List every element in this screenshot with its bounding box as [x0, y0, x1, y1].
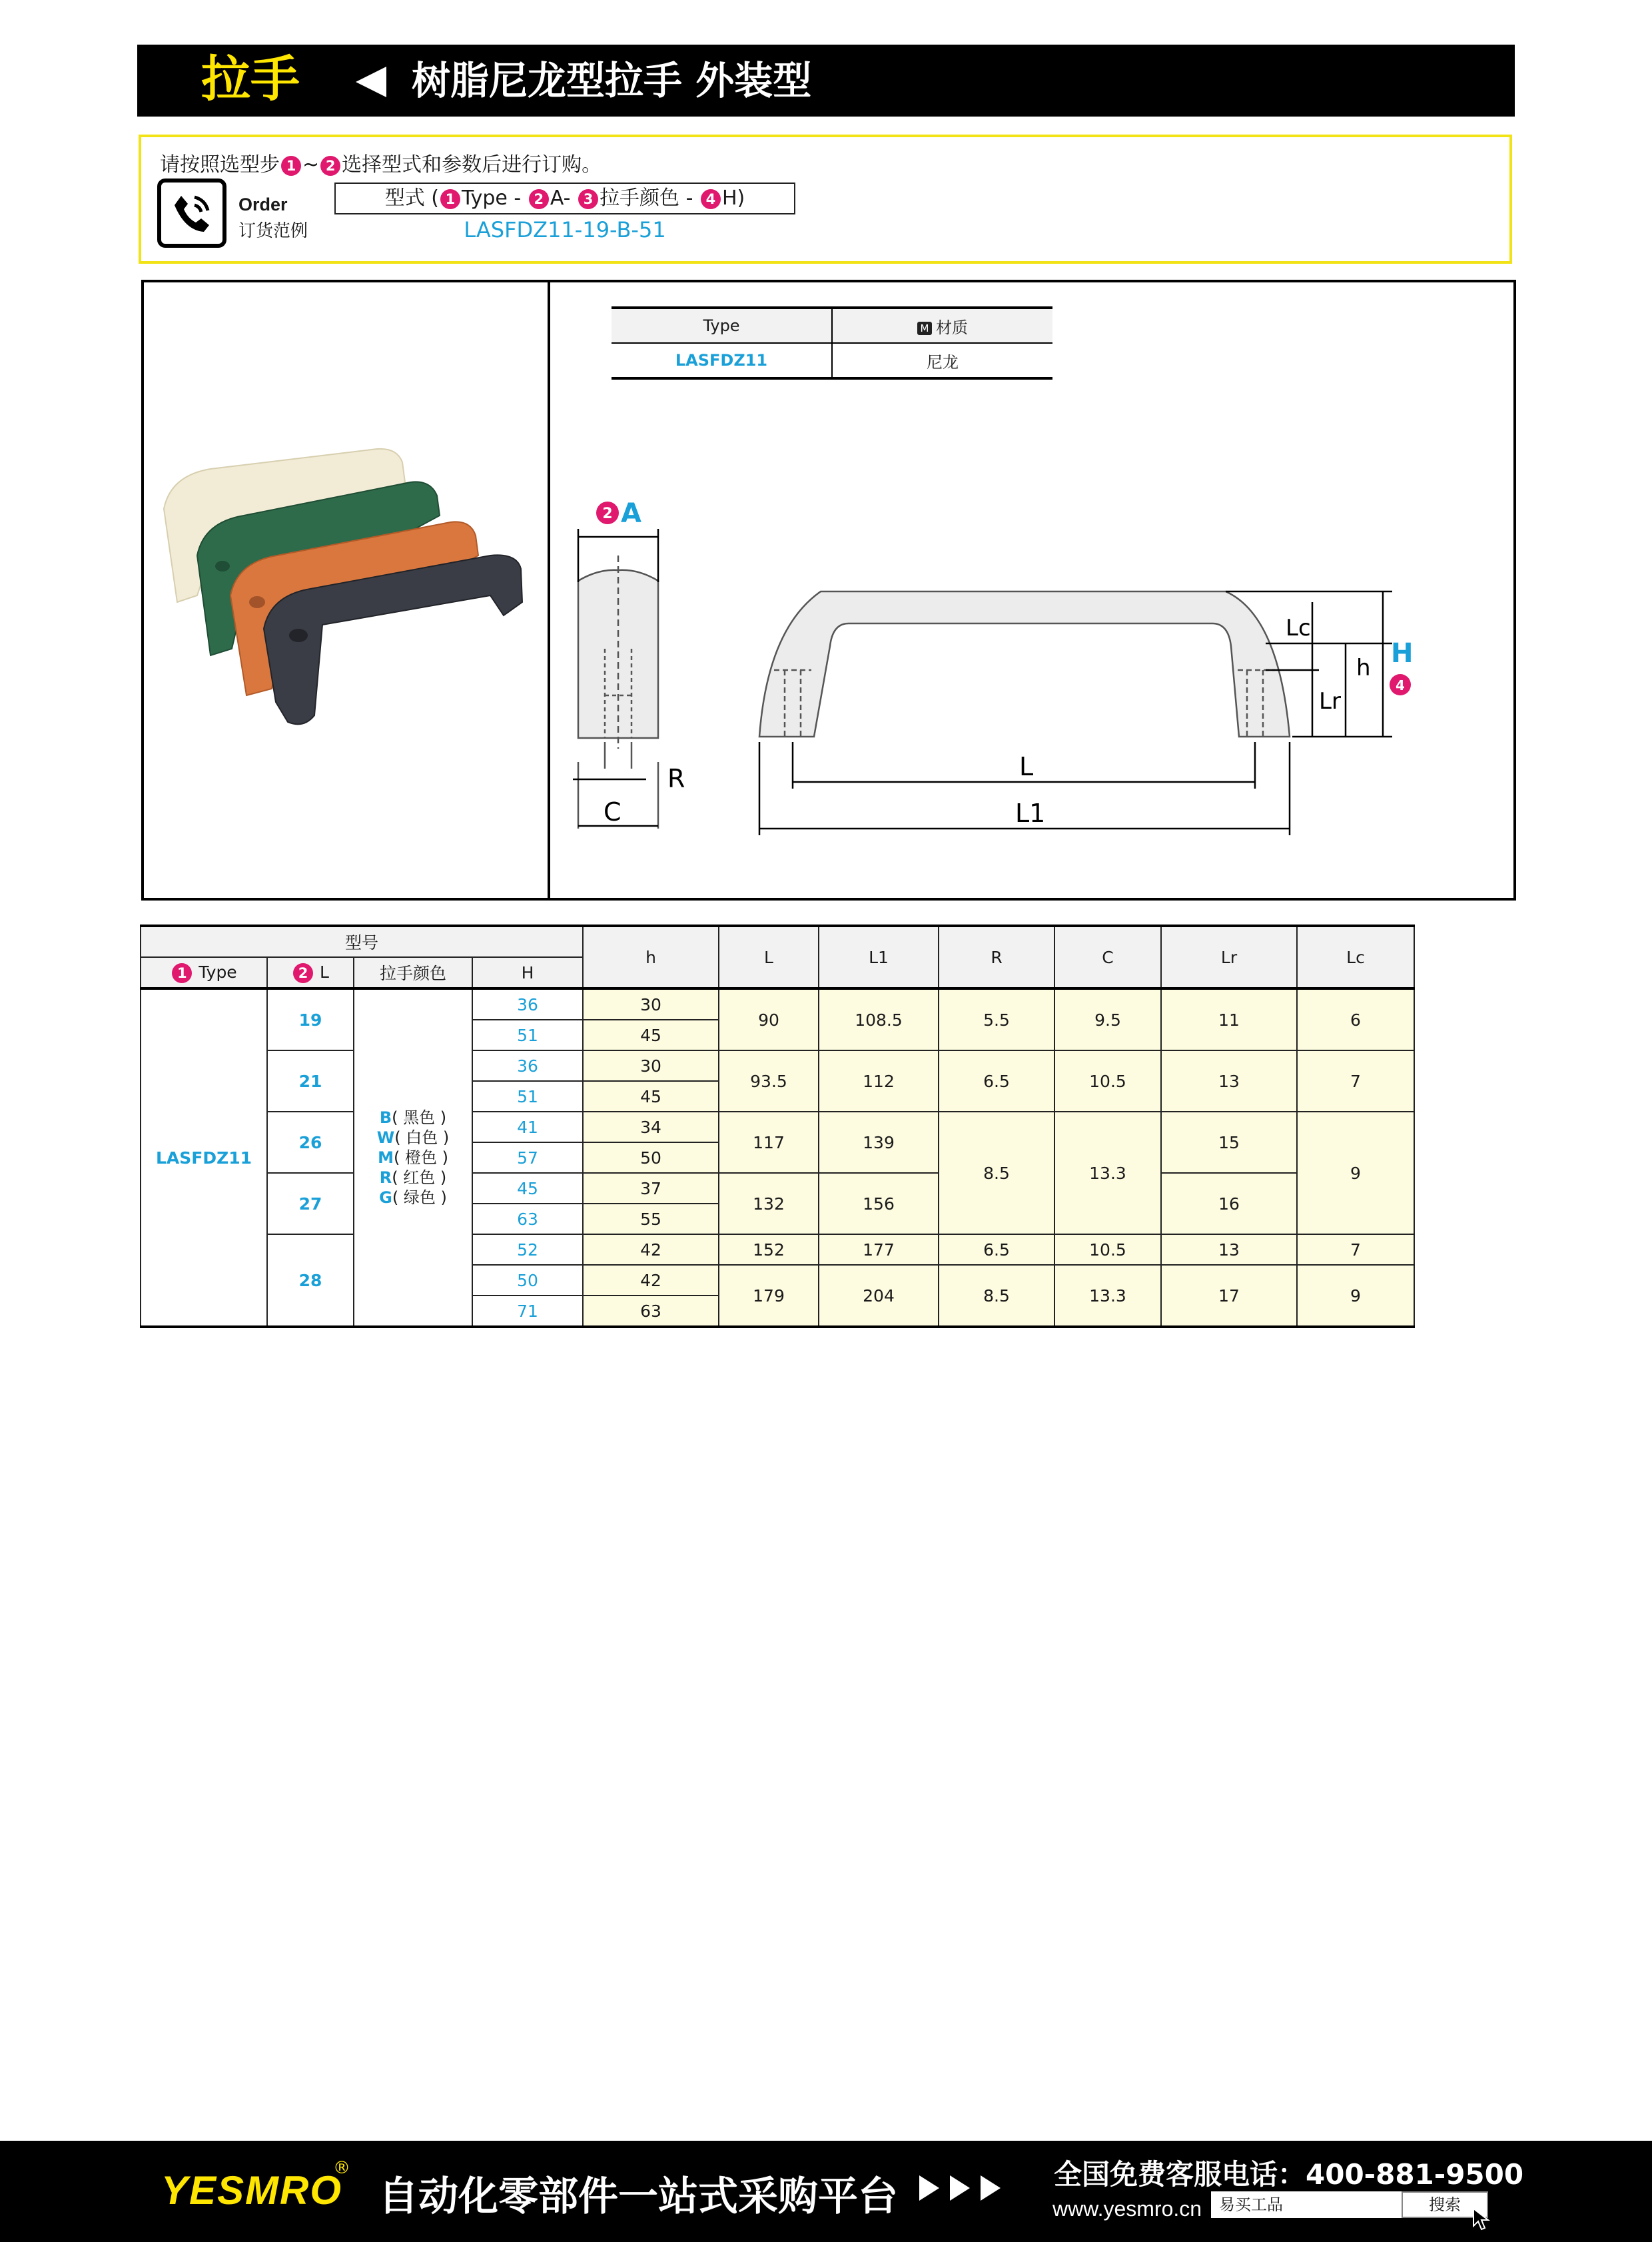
table-row	[141, 988, 1414, 1020]
hotline-text: 全国免费客服电话：400-881-9500	[1054, 2158, 1524, 2191]
spec-col-hh: H	[472, 957, 583, 988]
spec-r-cell: 6.5	[939, 1234, 1054, 1265]
order-formula	[334, 183, 795, 214]
spec-r-cell: 8.5	[939, 1265, 1054, 1327]
spec-r-cell: 8.5	[939, 1112, 1054, 1234]
color-name: ( 黑色 )	[392, 1108, 447, 1127]
spec-lr-cell: 17	[1161, 1265, 1297, 1327]
spec-c-cell: 13.3	[1054, 1265, 1161, 1327]
material-value: 尼龙	[832, 343, 1052, 378]
spec-type-cell: LASFDZ11	[141, 988, 267, 1327]
spec-lr-cell: 16	[1161, 1173, 1297, 1234]
table-row	[141, 1050, 1414, 1081]
table-row	[141, 1234, 1414, 1265]
order-label-cn: 订货范例	[238, 221, 308, 241]
spec-col-type	[141, 957, 267, 988]
spec-col-lc: Lc	[1297, 926, 1414, 988]
material-col-label: 材质	[936, 318, 968, 337]
table-row	[141, 1173, 1414, 1204]
search-input[interactable]: 易买工品	[1211, 2191, 1402, 2218]
diagram-label-l: L	[1019, 752, 1034, 781]
diagram-label-lc: Lc	[1286, 615, 1311, 641]
spec-lr-cell: 11	[1161, 988, 1297, 1050]
material-col-material	[832, 308, 1052, 343]
formula-type: Type -	[461, 187, 522, 210]
color-item	[354, 1128, 472, 1148]
spec-l1-cell: 108.5	[819, 988, 939, 1050]
diagram-label-lr: Lr	[1319, 688, 1341, 715]
spec-num-1: 1	[172, 963, 192, 983]
spec-col-size-label: L	[320, 962, 329, 982]
spec-color-cell	[354, 988, 472, 1327]
spec-hh-cell: 36	[472, 1050, 583, 1081]
order-example: LASFDZ11-19-B-51	[464, 217, 666, 242]
spec-hh-cell: 51	[472, 1081, 583, 1112]
spec-lval-cell: 132	[719, 1173, 819, 1234]
spec-h-cell: 50	[583, 1142, 719, 1173]
technical-drawing	[560, 482, 1505, 869]
formula-open: 型式 (	[384, 187, 439, 210]
formula-a: A-	[550, 187, 571, 210]
material-m-icon: M	[917, 322, 932, 335]
page-title: 树脂尼龙型拉手 外装型	[412, 58, 812, 103]
spec-hh-cell: 50	[472, 1265, 583, 1296]
color-item	[354, 1148, 472, 1168]
spec-hh-cell: 63	[472, 1204, 583, 1234]
spec-h-cell: 45	[583, 1020, 719, 1050]
spec-col-l: L	[719, 926, 819, 988]
color-item	[354, 1108, 472, 1128]
panel-divider	[548, 282, 550, 898]
spec-h-cell: 55	[583, 1204, 719, 1234]
color-name: ( 橙色 )	[393, 1148, 448, 1167]
spec-lc-cell: 7	[1297, 1234, 1414, 1265]
instruction-pre: 请按照选型步	[160, 153, 280, 177]
spec-h-cell: 42	[583, 1265, 719, 1296]
spec-c-cell: 13.3	[1054, 1112, 1161, 1234]
spec-h-cell: 37	[583, 1173, 719, 1204]
spec-group-header: 型号	[141, 926, 583, 957]
spec-lval-cell: 117	[719, 1112, 819, 1173]
spec-col-h: h	[583, 926, 719, 988]
spec-r-cell: 6.5	[939, 1050, 1054, 1112]
spec-l-cell: 27	[267, 1173, 354, 1234]
spec-h-cell: 63	[583, 1296, 719, 1327]
side-view	[578, 556, 658, 829]
spec-hh-cell: 41	[472, 1112, 583, 1142]
spec-l-cell: 21	[267, 1050, 354, 1112]
material-col-type: Type	[612, 308, 832, 343]
spec-lc-cell: 9	[1297, 1112, 1414, 1234]
search-button[interactable]: 搜索	[1402, 2191, 1488, 2218]
color-name: ( 白色 )	[394, 1128, 450, 1147]
diagram-label-r: R	[667, 764, 685, 793]
spec-c-cell: 10.5	[1054, 1050, 1161, 1112]
spec-lc-cell: 7	[1297, 1050, 1414, 1112]
color-item	[354, 1188, 472, 1208]
spec-hh-cell: 52	[472, 1234, 583, 1265]
product-panel	[141, 280, 1516, 901]
instruction-sep: ~	[302, 153, 320, 177]
spec-l1-cell: 139	[819, 1112, 939, 1173]
spec-r-cell: 5.5	[939, 988, 1054, 1050]
front-view	[759, 591, 1290, 737]
spec-h-cell: 42	[583, 1234, 719, 1265]
spec-l-cell: 28	[267, 1234, 354, 1327]
diagram-num-h-text: 4	[1396, 677, 1405, 693]
spec-hh-cell: 36	[472, 988, 583, 1020]
spec-h-cell: 30	[583, 1050, 719, 1081]
footer-slogan: 自动化零部件一站式采购平台	[378, 2173, 898, 2220]
formula-num-4: 4	[701, 189, 721, 209]
spec-l1-cell: 112	[819, 1050, 939, 1112]
spec-l-cell: 26	[267, 1112, 354, 1173]
website-link[interactable]: www.yesmro.cn	[1052, 2197, 1202, 2221]
spec-hh-cell: 45	[472, 1173, 583, 1204]
color-code: B	[379, 1108, 392, 1127]
formula-h: H)	[721, 187, 745, 210]
handle-product-photo	[157, 436, 544, 729]
spec-h-cell: 34	[583, 1112, 719, 1142]
color-code: G	[379, 1188, 392, 1207]
spec-hh-cell: 51	[472, 1020, 583, 1050]
formula-num-2: 2	[529, 189, 549, 209]
spec-l-cell: 19	[267, 988, 354, 1050]
order-instructions-box	[139, 135, 1512, 264]
category-title: 拉手	[201, 51, 300, 108]
spec-lr-cell: 15	[1161, 1112, 1297, 1173]
color-name: ( 红色 )	[392, 1168, 447, 1187]
diagram-label-a: A	[621, 498, 641, 529]
formula-num-1: 1	[440, 189, 460, 209]
spec-hh-cell: 71	[472, 1296, 583, 1327]
spec-c-cell: 9.5	[1054, 988, 1161, 1050]
step-number-2: 2	[320, 156, 340, 176]
spec-lc-cell: 9	[1297, 1265, 1414, 1327]
color-code: R	[379, 1168, 392, 1187]
registered-mark: ®	[333, 2158, 350, 2178]
step-number-1: 1	[281, 156, 301, 176]
diagram-label-c: C	[604, 797, 621, 827]
diagram-label-h: H	[1391, 638, 1414, 669]
phone-icon	[157, 179, 226, 248]
triple-arrow-icon	[919, 2175, 1011, 2203]
diagram-label-h-small: h	[1356, 655, 1371, 681]
material-type-value: LASFDZ11	[612, 343, 832, 378]
spec-h-cell: 45	[583, 1081, 719, 1112]
spec-lval-cell: 179	[719, 1265, 819, 1327]
order-instruction-text	[160, 148, 602, 177]
order-label: Order	[238, 194, 288, 214]
spec-c-cell: 10.5	[1054, 1234, 1161, 1265]
diagram-num-a-text: 2	[602, 506, 613, 522]
spec-col-color: 拉手颜色	[354, 957, 472, 988]
footer-bar	[0, 2141, 1652, 2242]
spec-lr-cell: 13	[1161, 1234, 1297, 1265]
spec-col-size	[267, 957, 354, 988]
color-code: M	[378, 1148, 394, 1167]
spec-col-lr: Lr	[1161, 926, 1297, 988]
spec-l1-cell: 177	[819, 1234, 939, 1265]
triangle-left-icon	[356, 67, 386, 97]
spec-h-cell: 30	[583, 988, 719, 1020]
formula-color: 拉手颜色 -	[600, 187, 693, 210]
spec-col-r: R	[939, 926, 1054, 988]
spec-col-l1: L1	[819, 926, 939, 988]
table-row	[141, 1112, 1414, 1142]
spec-table	[140, 925, 1415, 1328]
spec-l1-cell: 156	[819, 1173, 939, 1234]
cursor-icon	[1471, 2207, 1491, 2231]
color-name: ( 绿色 )	[392, 1188, 447, 1207]
material-table	[612, 306, 1052, 380]
diagram-label-l1: L1	[1015, 799, 1046, 828]
spec-lr-cell: 13	[1161, 1050, 1297, 1112]
color-list	[354, 1108, 472, 1208]
brand-logo: YESMRO	[161, 2168, 343, 2213]
formula-num-3: 3	[578, 189, 598, 209]
spec-lval-cell: 152	[719, 1234, 819, 1265]
spec-lval-cell: 90	[719, 988, 819, 1050]
spec-l1-cell: 204	[819, 1265, 939, 1327]
color-item	[354, 1168, 472, 1188]
spec-col-c: C	[1054, 926, 1161, 988]
color-code: W	[376, 1128, 395, 1147]
spec-lc-cell: 6	[1297, 988, 1414, 1050]
spec-lval-cell: 93.5	[719, 1050, 819, 1112]
spec-hh-cell: 57	[472, 1142, 583, 1173]
header-bar	[137, 45, 1515, 117]
spec-num-2: 2	[293, 963, 313, 983]
instruction-post: 选择型式和参数后进行订购。	[342, 153, 602, 177]
spec-col-type-label: Type	[199, 962, 237, 982]
